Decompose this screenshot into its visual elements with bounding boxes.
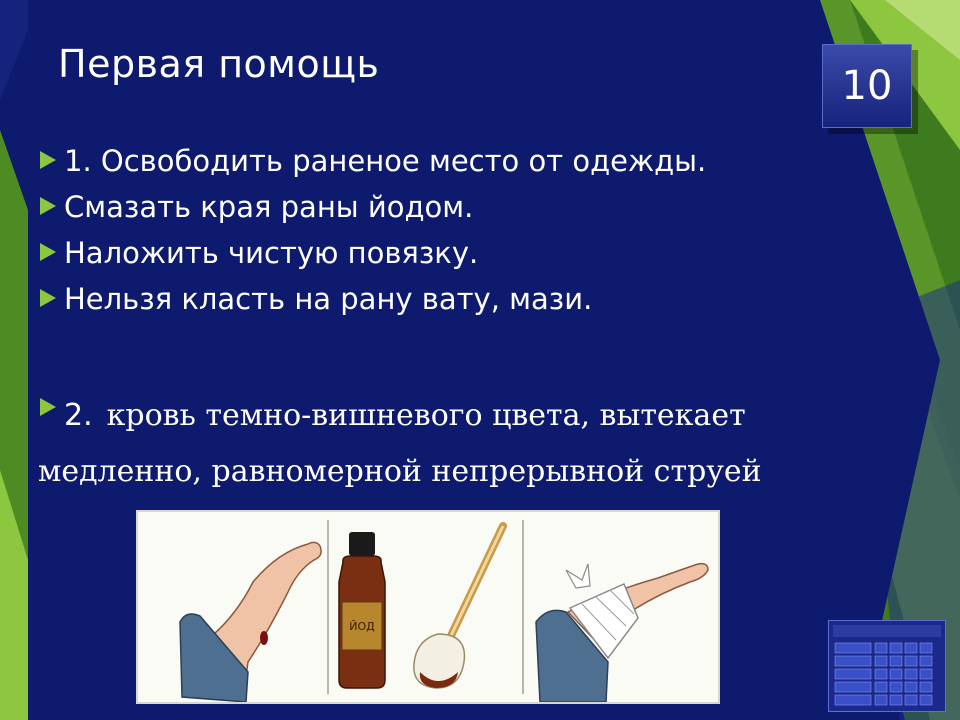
bullet-2-number: 2. (64, 398, 93, 433)
bullet-arrow-icon (40, 243, 56, 261)
bullet-2-line-1 (38, 388, 898, 444)
bullet-item (38, 230, 706, 276)
bullet-item (38, 184, 706, 230)
bullet-item-2 (38, 388, 898, 500)
bandaged-arm-drawing (536, 564, 708, 702)
bullet-arrow-icon (40, 197, 56, 215)
slide-title: Первая помощь (58, 42, 380, 86)
bullet-arrow-icon (40, 398, 56, 416)
bottle-label-text: ЙОД (349, 620, 375, 633)
bullet-arrow-icon (40, 151, 56, 169)
bullet-text: 1. Освободить раненое место от одежды. (64, 144, 707, 178)
slide-number: 10 (841, 63, 893, 109)
wounded-arm-drawing (180, 542, 321, 702)
bullet-item (38, 276, 706, 322)
thumbnail-drawing (829, 621, 945, 711)
illustration-drawing (138, 512, 718, 702)
bullet-arrow-icon (40, 289, 56, 307)
bullet-text: Наложить чистую повязку. (64, 236, 479, 270)
game-board-thumbnail[interactable] (828, 620, 946, 712)
bullet-item (38, 138, 706, 184)
bullet-2-line-2: медленно, равномерной непрерывной струей (38, 454, 762, 489)
bullet-2-text-1: кровь темно-вишневого цвета, вытекает (106, 398, 746, 433)
bullet-text: Нельзя класть на рану вату, мази. (64, 282, 593, 316)
bullet-text: Смазать края раны йодом. (64, 190, 474, 224)
iodine-bottle-drawing (339, 532, 385, 688)
cotton-swab-drawing (414, 526, 503, 688)
bullet-list (38, 138, 706, 322)
first-aid-illustration (136, 510, 720, 704)
slide-number-box[interactable] (822, 44, 912, 128)
